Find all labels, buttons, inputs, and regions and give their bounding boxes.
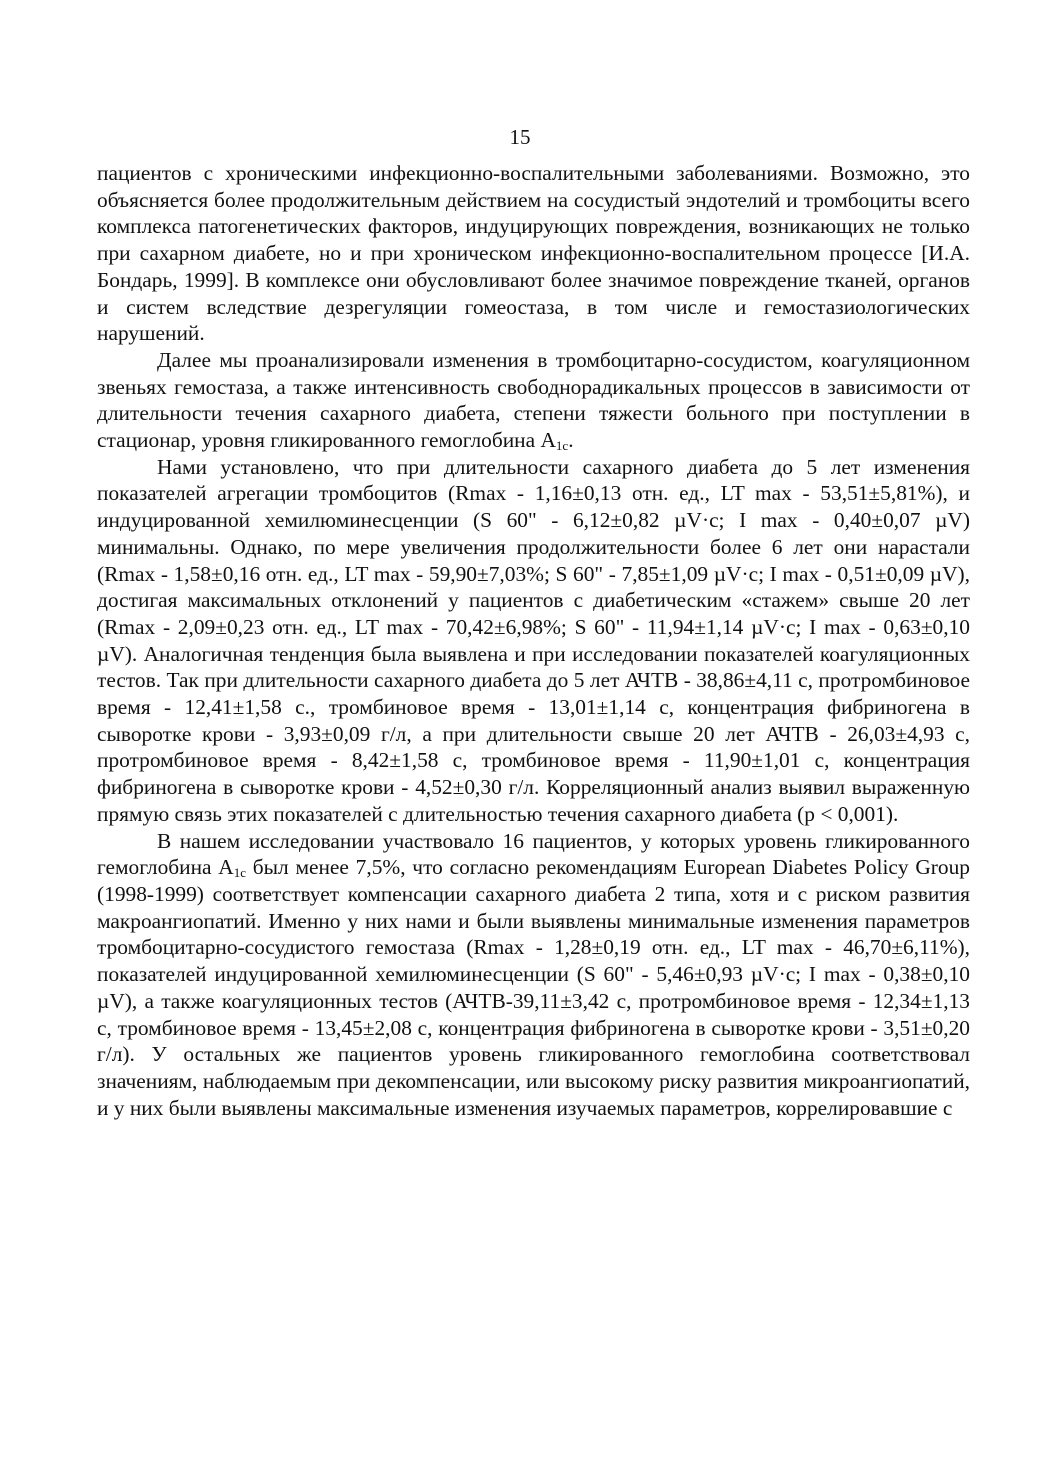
paragraph-2 [97, 347, 970, 454]
paragraph-4 [97, 828, 970, 1122]
hba1c-subscript: 1c [555, 438, 569, 454]
hba1c-subscript: 1c [233, 865, 247, 881]
paragraph-1: пациентов с хроническими инфекционно-воспалительными заболеваниями. Возможно, это объясняется более продолжительным действием на сосудистый эндотелий и тромбоциты всего комплекса патогенетических факторов, индуцирующих повреждения, возникающих не только при сахарном диабете, но и при хроническом инфекционно-воспалительном процессе [И.А. Бондарь, 1999]. В комплексе они обусловливают более значимое повреждение тканей, органов и систем вследствие дезрегуляции гомеостаза, в том числе и гемостазиологических нарушений. [97, 161, 970, 346]
page-number: 15 [509, 125, 531, 149]
paragraph-3: Нами установлено, что при длительности сахарного диабета до 5 лет изменения показателей агрегации тромбоцитов (Rmax - 1,16±0,13 отн. ед., LT max - 53,51±5,81%), и индуцированной хемилюминесценции (S 60" - 6,12±0,82 µV·c; I max - 0,40±0,07 µV) минимальны. Однако, по мере увеличения продолжительности более 6 лет они нарастали (Rmax - 1,58±0,16 отн. ед., LT max - 59,90±7,03%; S 60" - 7,85±1,09 µV·c; I max - 0,51±0,09 µV), достигая максимальных отклонений у пациентов с диабетическим «стажем» свыше 20 лет (Rmax - 2,09±0,23 отн. ед., LT max - 70,42±6,98%; S 60" - 11,94±1,14 µV·c; I max - 0,63±0,10 µV). Аналогичная тенденция была выявлена и при исследовании показателей коагуляционных тестов. Так при длительности сахарного диабета до 5 лет АЧТВ - 38,86±4,11 с, протромбиновое время - 12,41±1,58 с., тромбиновое время - 13,01±1,14 с, концентрация фибриногена в сыворотке крови - 3,93±0,09 г/л, а при длительности свыше 20 лет АЧТВ - 26,03±4,93 с, протромбиновое время - 8,42±1,58 с, тромбиновое время - 11,90±1,01 с, концентрация фибриногена в сыворотке крови - 4,52±0,30 г/л. Корреляционный анализ выявил выраженную прямую связь этих показателей с длительностью течения сахарного диабета (р < 0,001). [97, 454, 970, 826]
body-text [97, 160, 970, 1121]
paragraph-2-end: . [568, 428, 574, 453]
paragraph-4-start: В нашем исследовании участвовало 16 пациентов, у которых уровень гликированного гемоглобина A [97, 828, 970, 880]
paragraph-4-rest: был менее 7,5%, что согласно рекомендациям European Diabetes Policy Group (1998-1999) соответствует компенсации сахарного диабета 2 типа, хотя и с риском развития макроангиопатий. Именно у них нами и были выявлены минимальные изменения параметров тромбоцитарно-сосудистого гемостаза (Rmax - 1,28±0,19 отн. ед., LT max - 46,70±6,11%), показателей индуцированной хемилюминесценции (S 60" - 5,46±0,93 µV·c; I max - 0,38±0,10 µV), а также коагуляционных тестов (АЧТВ-39,11±3,42 с, протромбиновое время - 12,34±1,13 с, тромбиновое время - 13,45±2,08 с, концентрация фибриногена в сыворотке крови - 3,51±0,20 г/л). У остальных же пациентов уровень гликированного гемоглобина соответствовал значениям, наблюдаемым при декомпенсации, или высокому риску развития микроангиопатий, и у них были выявлены максимальные изменения изучаемых параметров, коррелировавшие с [97, 855, 970, 1120]
paragraph-2-text: Далее мы проанализировали изменения в тромбоцитарно-сосудистом, коагуляционном звеньях гемостаза, а также интенсивность свободнорадикальных процессов в зависимости от длительности течения сахарного диабета, степени тяжести больного при поступлении в стационар, уровня гликированного гемоглобина A [97, 347, 970, 453]
